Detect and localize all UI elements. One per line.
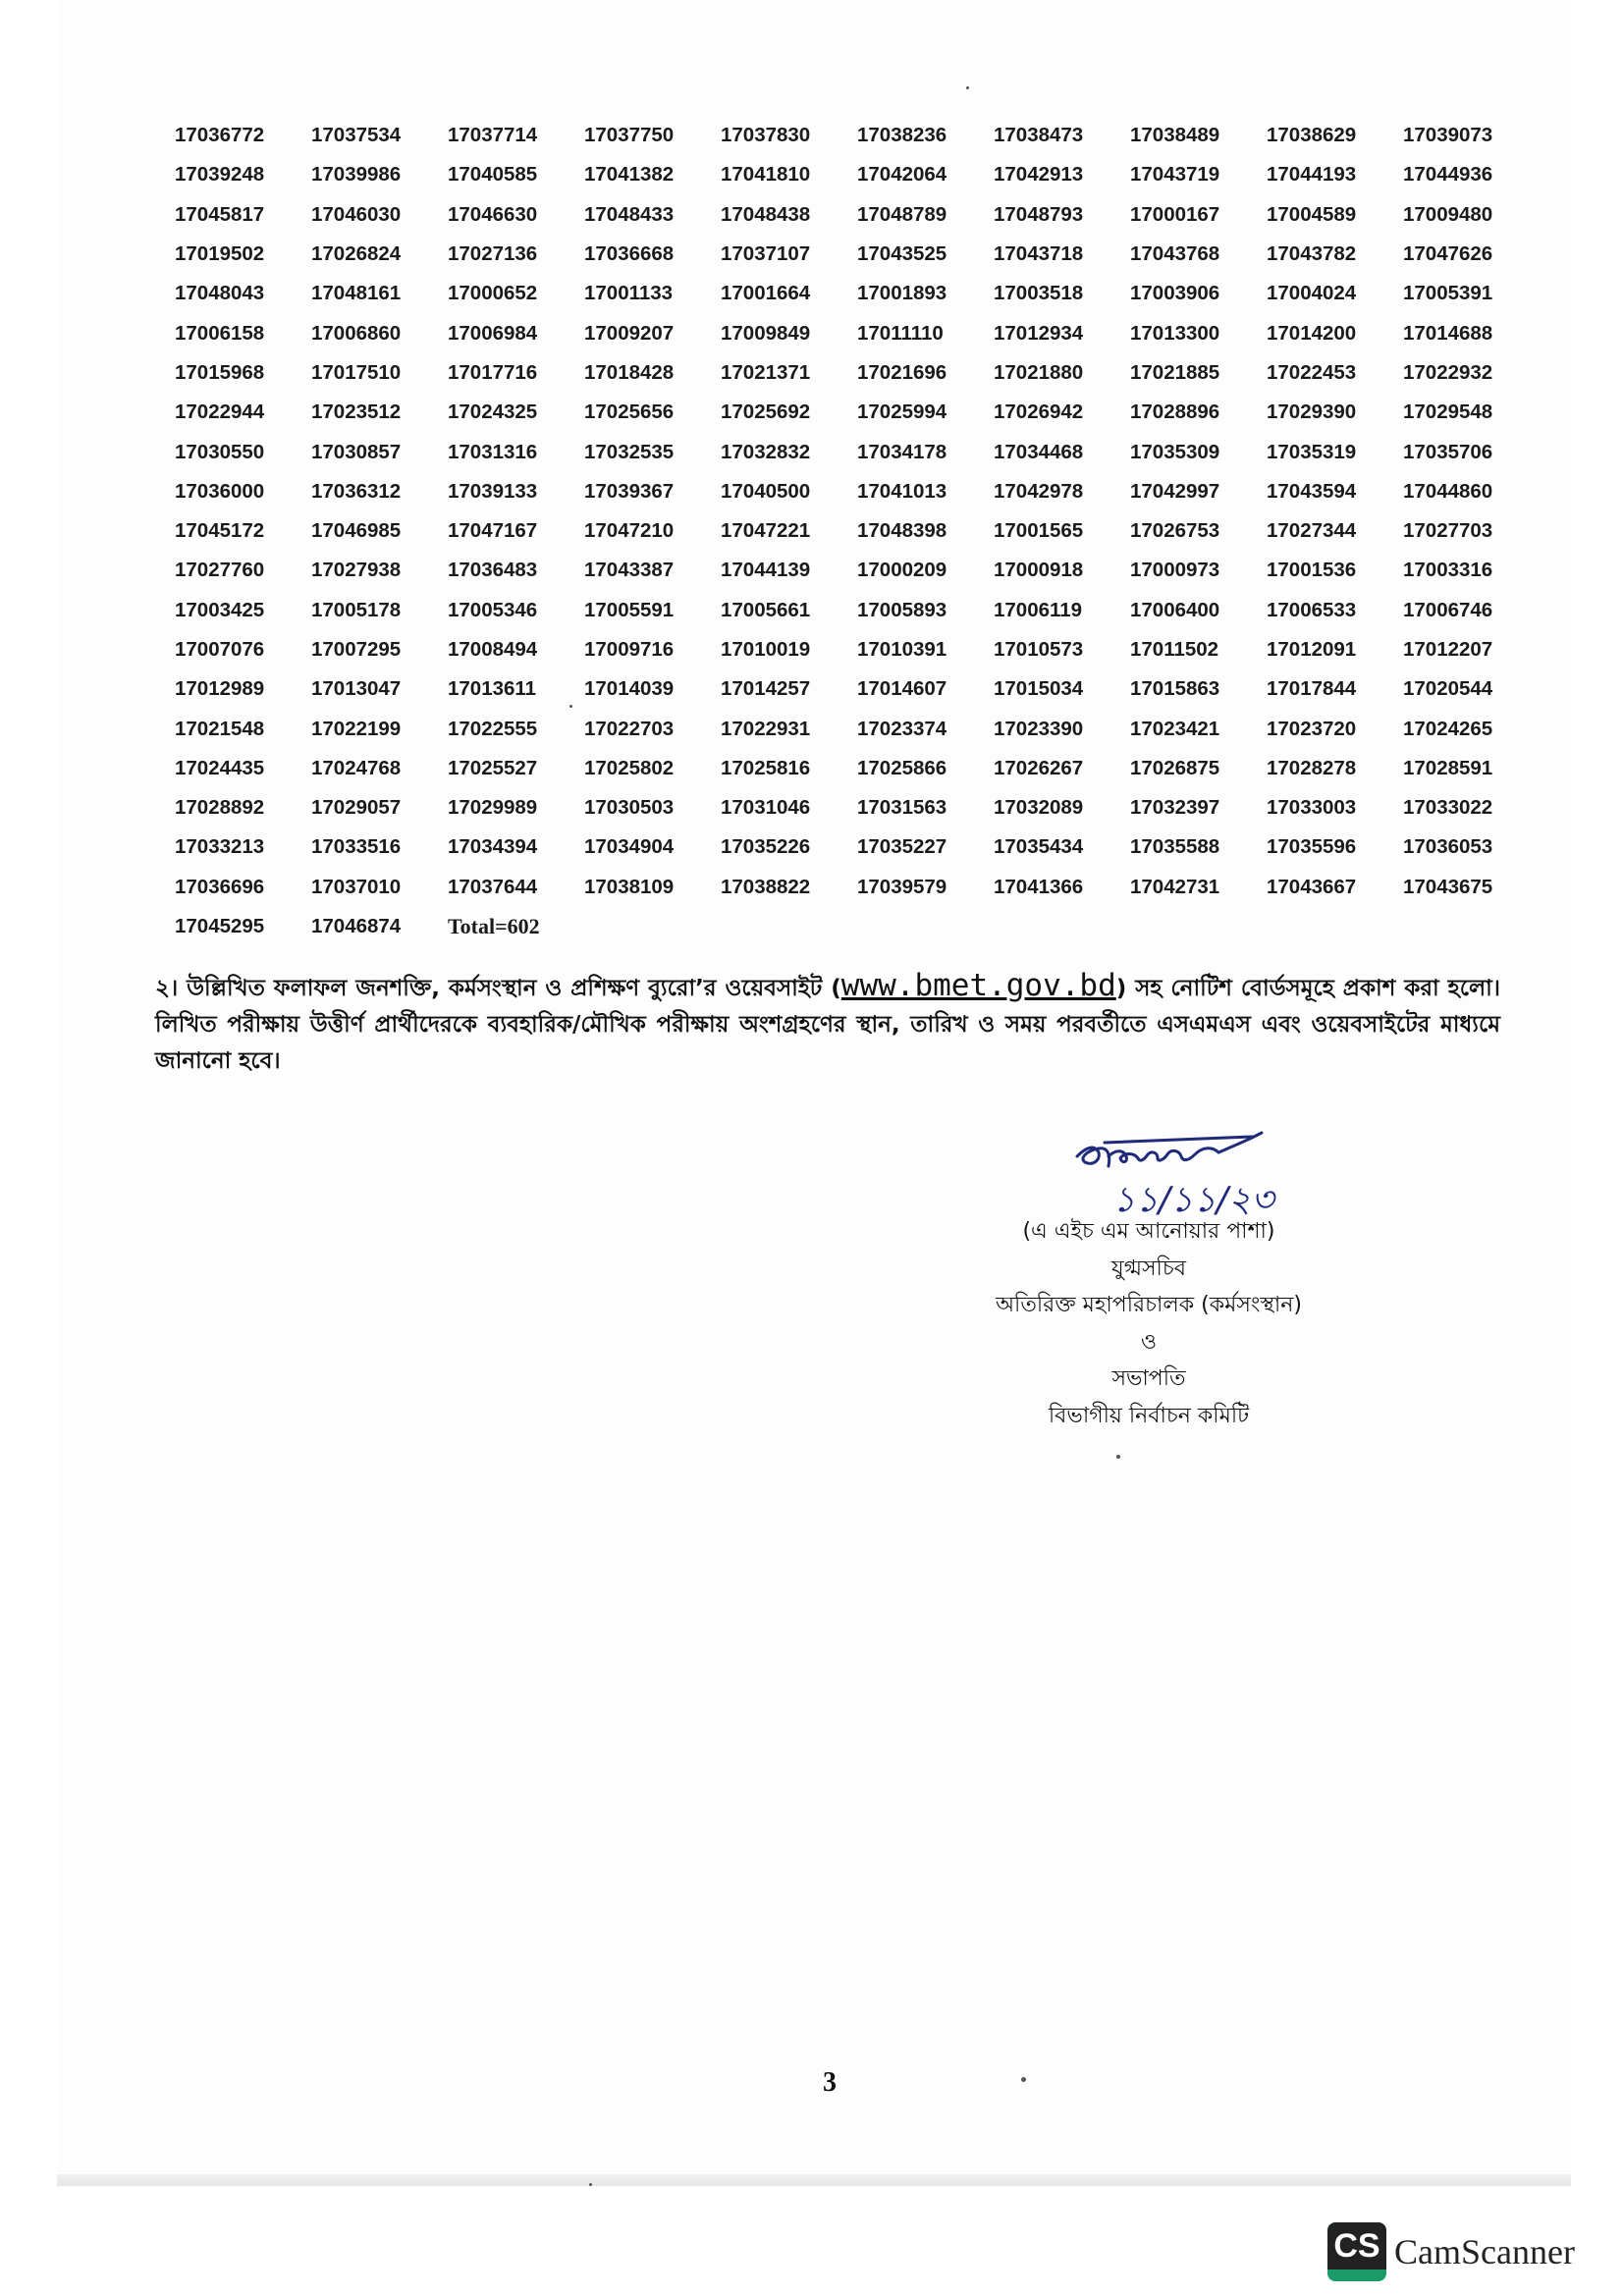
roll-number-cell: 17031563 <box>857 796 947 820</box>
roll-number-cell: 17027136 <box>448 242 538 266</box>
roll-number-cell: 17039986 <box>311 163 402 187</box>
roll-number-cell: 17043782 <box>1267 242 1357 266</box>
table-row <box>175 472 1540 511</box>
table-row <box>175 313 1540 352</box>
roll-number-cell: 17025692 <box>721 400 811 424</box>
roll-number-cell: 17037107 <box>721 242 811 266</box>
roll-number-cell: 17039579 <box>857 875 947 898</box>
roll-number-cell: 17038629 <box>1267 124 1357 147</box>
roll-number-cell: 17047167 <box>448 519 538 543</box>
roll-number-cell: 17012091 <box>1267 638 1357 661</box>
roll-number-cell: 17019502 <box>175 242 265 266</box>
roll-number-cell: 17028892 <box>175 796 265 820</box>
scan-speck <box>569 705 572 708</box>
signatory-committee: বিভাগীয় নির্বাচন কমিটি <box>1048 1403 1250 1428</box>
roll-number-cell: 17043667 <box>1267 875 1357 898</box>
roll-number-cell: 17021885 <box>1130 360 1220 384</box>
roll-number-cell: 17041013 <box>857 479 947 503</box>
roll-number-cell: 17027703 <box>1403 519 1493 543</box>
scan-speck <box>966 86 969 89</box>
roll-number-cell: 17017716 <box>448 360 538 384</box>
roll-number-cell: 17042064 <box>857 163 947 187</box>
roll-number-cell: 17000167 <box>1130 202 1220 226</box>
camscanner-logo-text: CS <box>1327 2222 1386 2269</box>
roll-number-cell: 17042731 <box>1130 875 1220 898</box>
roll-number-cell: 17014039 <box>584 677 675 701</box>
roll-number-cell: 17043525 <box>857 242 947 266</box>
roll-number-cell: 17023390 <box>994 717 1084 740</box>
roll-number-cell: 17045172 <box>175 519 265 543</box>
roll-number-cell: 17020544 <box>1403 677 1493 701</box>
roll-number-cell: 17037534 <box>311 124 402 147</box>
roll-number-cell: 17035227 <box>857 835 947 859</box>
roll-number-cell: 17040500 <box>721 479 811 503</box>
roll-number-cell: 17000209 <box>857 559 947 582</box>
notice-paragraph <box>155 968 1500 1080</box>
roll-number-cell: 17001133 <box>584 282 674 305</box>
roll-number-cell: 17046874 <box>311 915 402 938</box>
roll-number-cell: 17003425 <box>175 598 265 621</box>
roll-number-cell: 17006746 <box>1403 598 1493 621</box>
roll-number-cell: 17000652 <box>448 282 538 305</box>
roll-number-cell: 17044193 <box>1267 163 1357 187</box>
roll-number-cell: 17021371 <box>721 360 811 384</box>
camscanner-name: CamScanner <box>1394 2232 1575 2271</box>
roll-number-cell: 17036696 <box>175 875 265 898</box>
roll-number-cell: 17032832 <box>721 440 811 463</box>
roll-number-cell: 17046030 <box>311 202 402 226</box>
roll-number-cell: 17043675 <box>1403 875 1493 898</box>
roll-number-cell: 17005893 <box>857 598 947 621</box>
roll-number-cell: 17014200 <box>1267 321 1357 345</box>
table-row <box>175 828 1540 867</box>
roll-number-cell: 17047626 <box>1403 242 1493 266</box>
table-row <box>175 591 1540 630</box>
roll-number-cell: 17043719 <box>1130 163 1220 187</box>
roll-number-cell: 17029390 <box>1267 400 1357 424</box>
roll-number-cell: 17041810 <box>721 163 811 187</box>
roll-number-cell: 17028591 <box>1403 756 1493 779</box>
roll-number-cell: 17001664 <box>721 282 811 305</box>
roll-number-cell: 17047210 <box>584 519 675 543</box>
scan-speck <box>589 2183 592 2186</box>
roll-number-cell: 17038489 <box>1130 124 1220 147</box>
signatory-role: সভাপতি <box>1111 1366 1186 1391</box>
table-row <box>175 155 1540 194</box>
roll-number-cell: 17031316 <box>448 440 538 463</box>
roll-number-cell: 17039248 <box>175 163 265 187</box>
roll-number-cell: 17022932 <box>1403 360 1493 384</box>
roll-number-cell: 17038473 <box>994 124 1084 147</box>
table-row <box>175 195 1540 235</box>
roll-number-cell: 17032089 <box>994 796 1084 820</box>
roll-number-cell: 17034468 <box>994 440 1084 463</box>
camscanner-logo <box>1327 2222 1386 2281</box>
roll-number-cell: 17040585 <box>448 163 538 187</box>
roll-number-cell: 17023720 <box>1267 717 1357 740</box>
roll-number-cell: 17000973 <box>1130 559 1220 582</box>
roll-number-cell: 17021548 <box>175 717 265 740</box>
roll-number-cell: 17015034 <box>994 677 1084 701</box>
roll-number-cell: 17006119 <box>994 598 1083 621</box>
roll-number-cell: 17015863 <box>1130 677 1220 701</box>
roll-number-cell: 17048789 <box>857 202 947 226</box>
roll-number-cell: 17034904 <box>584 835 675 859</box>
roll-number-cell: 17037750 <box>584 124 675 147</box>
table-row <box>175 868 1540 907</box>
roll-number-cell: 17030503 <box>584 796 675 820</box>
roll-number-cell: 17008494 <box>448 638 538 661</box>
roll-number-cell: 17004024 <box>1267 282 1357 305</box>
roll-number-cell: 17039073 <box>1403 124 1493 147</box>
roll-number-cell: 17033213 <box>175 835 265 859</box>
roll-number-cell: 17014257 <box>721 677 811 701</box>
roll-number-cell: 17039367 <box>584 479 675 503</box>
roll-number-cell: 17035226 <box>721 835 811 859</box>
roll-number-cell: 17048398 <box>857 519 947 543</box>
signature-date: ১১/১১/২৩ <box>1112 1180 1274 1220</box>
signatory-name: (এ এইচ এম আনোয়ার পাশা) <box>1022 1219 1275 1244</box>
roll-number-cell: 17014607 <box>857 677 947 701</box>
roll-number-cell: 17006533 <box>1267 598 1357 621</box>
roll-number-cell: 17044936 <box>1403 163 1493 187</box>
roll-number-cell: 17024768 <box>311 756 402 779</box>
roll-number-cell: 17003906 <box>1130 282 1220 305</box>
notice-text-start: ২। উল্লিখিত ফলাফল জনশক্তি, কর্মসংস্থান ও প্রশিক্ষণ ব্যুরো’র ওয়েবসাইট ( <box>155 976 841 1001</box>
roll-number-cell: 17036000 <box>175 479 265 503</box>
roll-number-cell: 17029989 <box>448 796 538 820</box>
signatory-conjunction: ও <box>1140 1329 1158 1355</box>
signature-block <box>943 1213 1355 1434</box>
roll-number-cell: 17006860 <box>311 321 402 345</box>
roll-number-cell: 17005391 <box>1403 282 1493 305</box>
signatory-office: অতিরিক্ত মহাপরিচালক (কর্মসংস্থান) <box>996 1293 1302 1317</box>
roll-number-cell: 17038822 <box>721 875 811 898</box>
roll-number-cell: 17010573 <box>994 638 1084 661</box>
roll-number-cell: 17015968 <box>175 360 265 384</box>
roll-number-cell: 17048793 <box>994 202 1084 226</box>
roll-number-cell: 17023374 <box>857 717 947 740</box>
roll-number-cell: 17034394 <box>448 835 538 859</box>
roll-number-cell: 17044860 <box>1403 479 1493 503</box>
roll-number-cell: 17036483 <box>448 559 538 582</box>
roll-number-cell: 17007295 <box>311 638 402 661</box>
roll-number-cell: 17036053 <box>1403 835 1493 859</box>
roll-number-cell: 17021696 <box>857 360 947 384</box>
roll-number-cell: 17013300 <box>1130 321 1220 345</box>
roll-number-cell: 17028278 <box>1267 756 1357 779</box>
roll-number-cell: 17009207 <box>584 321 675 345</box>
roll-number-cell: 17039133 <box>448 479 538 503</box>
roll-number-cell: 17026824 <box>311 242 402 266</box>
roll-number-cell: 17025866 <box>857 756 947 779</box>
roll-number-cell: 17026753 <box>1130 519 1220 543</box>
roll-number-cell: 17005661 <box>721 598 811 621</box>
roll-number-cell: 17025994 <box>857 400 947 424</box>
table-row <box>175 907 1540 946</box>
roll-number-cell: 17032535 <box>584 440 675 463</box>
table-row <box>175 353 1540 393</box>
roll-number-cell: 17013047 <box>311 677 402 701</box>
roll-number-cell: 17005346 <box>448 598 538 621</box>
roll-number-cell: 17029057 <box>311 796 402 820</box>
roll-number-cell: 17009480 <box>1403 202 1493 226</box>
scan-speck <box>1021 2077 1026 2082</box>
page-bottom-edge <box>57 2174 1571 2186</box>
roll-number-cell: 17025802 <box>584 756 675 779</box>
roll-number-cell: 17045817 <box>175 202 265 226</box>
roll-number-cell: 17037830 <box>721 124 811 147</box>
table-row <box>175 709 1540 748</box>
roll-number-cell: 17031046 <box>721 796 811 820</box>
roll-number-cell: 17036312 <box>311 479 402 503</box>
roll-number-cell: 17041366 <box>994 875 1084 898</box>
roll-number-cell: 17047221 <box>721 519 811 543</box>
roll-number-cell: 17017510 <box>311 360 402 384</box>
roll-number-cell: 17035596 <box>1267 835 1357 859</box>
roll-number-cell: 17043718 <box>994 242 1084 266</box>
roll-number-cell: 17046985 <box>311 519 402 543</box>
roll-number-cell: 17048433 <box>584 202 675 226</box>
roll-number-cell: 17026267 <box>994 756 1084 779</box>
roll-number-cell: 17033003 <box>1267 796 1357 820</box>
roll-number-cell: 17037644 <box>448 875 538 898</box>
roll-number-cell: 17030857 <box>311 440 402 463</box>
roll-number-cell: 17005178 <box>311 598 402 621</box>
roll-number-cell: 17025816 <box>721 756 811 779</box>
roll-number-cell: 17021880 <box>994 360 1084 384</box>
roll-number-cell: 17044139 <box>721 559 811 582</box>
roll-number-cell: 17045295 <box>175 915 265 938</box>
roll-number-cell: 17034178 <box>857 440 947 463</box>
roll-number-cell: 17022555 <box>448 717 538 740</box>
roll-number-cell: 17023512 <box>311 400 402 424</box>
roll-number-cell: 17022944 <box>175 400 265 424</box>
roll-number-cell: 17046630 <box>448 202 538 226</box>
roll-number-cell: 17007076 <box>175 638 265 661</box>
roll-number-cell: 17012934 <box>994 321 1084 345</box>
table-row <box>175 788 1540 828</box>
roll-number-cell: 17042978 <box>994 479 1084 503</box>
roll-number-cell: 17027344 <box>1267 519 1357 543</box>
table-row <box>175 116 1540 155</box>
roll-number-cell: 17035706 <box>1403 440 1493 463</box>
roll-number-cell: 17035319 <box>1267 440 1357 463</box>
roll-number-cell: 17033516 <box>311 835 402 859</box>
roll-number-cell: 17041382 <box>584 163 675 187</box>
roll-number-cell: 17048043 <box>175 282 265 305</box>
roll-number-table <box>175 116 1540 946</box>
roll-number-cell: 17024435 <box>175 756 265 779</box>
roll-number-cell: 17048161 <box>311 282 402 305</box>
roll-number-cell: 17032397 <box>1130 796 1220 820</box>
roll-number-cell: 17012207 <box>1403 638 1493 661</box>
roll-number-cell: 17026942 <box>994 400 1084 424</box>
roll-number-cell: 17025656 <box>584 400 675 424</box>
roll-number-cell: 17022453 <box>1267 360 1357 384</box>
roll-number-cell: 17028896 <box>1130 400 1220 424</box>
roll-number-cell: 17006984 <box>448 321 538 345</box>
roll-number-cell: 17027938 <box>311 559 402 582</box>
roll-number-cell: 17027760 <box>175 559 265 582</box>
table-row <box>175 551 1540 590</box>
signatory-designation: যুগ্মসচিব <box>1111 1255 1186 1281</box>
table-row <box>175 749 1540 788</box>
roll-number-cell: 17022199 <box>311 717 402 740</box>
roll-number-cell: 17005591 <box>584 598 675 621</box>
roll-number-cell: 17036668 <box>584 242 675 266</box>
notice-text-end: ) সহ নোটিশ বোর্ডসমূহে প্রকাশ করা হলো। লিখিত পরীক্ষায় উত্তীর্ণ প্রার্থীদেরকে ব্যবহারিক/মৌখিক পরীক্ষায় অংশগ্রহণের স্থান, তারিখ ও সময় পরবর্তীতে এসএমএস এবং ওয়েবসাইটের মাধ্যমে জানানো হবে। <box>155 976 1500 1074</box>
roll-number-cell: 17006400 <box>1130 598 1220 621</box>
roll-number-cell: 17000918 <box>994 559 1084 582</box>
website-link[interactable]: www.bmet.gov.bd <box>840 968 1116 1003</box>
camscanner-watermark <box>1327 2222 1575 2281</box>
roll-number-cell: 17043387 <box>584 559 675 582</box>
roll-number-cell: 17026875 <box>1130 756 1220 779</box>
roll-number-cell: 17024325 <box>448 400 538 424</box>
roll-number-cell: 17036772 <box>175 124 265 147</box>
roll-number-cell: 17010019 <box>721 638 811 661</box>
roll-number-cell: 17043594 <box>1267 479 1357 503</box>
table-row <box>175 432 1540 471</box>
roll-number-cell: 17010391 <box>857 638 947 661</box>
roll-number-cell: 17013611 <box>448 677 537 701</box>
roll-number-cell: 17025527 <box>448 756 538 779</box>
roll-number-cell: 17037010 <box>311 875 402 898</box>
roll-number-cell: 17042997 <box>1130 479 1220 503</box>
roll-number-cell: 17038109 <box>584 875 675 898</box>
roll-number-cell: 17011502 <box>1130 638 1219 661</box>
roll-number-cell: 17009716 <box>584 638 675 661</box>
table-row <box>175 235 1540 274</box>
roll-number-cell: 17038236 <box>857 124 947 147</box>
table-row <box>175 274 1540 313</box>
roll-number-cell: 17012989 <box>175 677 265 701</box>
roll-number-cell: 17018428 <box>584 360 675 384</box>
roll-number-cell: 17014688 <box>1403 321 1493 345</box>
roll-number-cell: 17011110 <box>857 321 944 345</box>
roll-number-cell: 17001536 <box>1267 559 1357 582</box>
roll-number-cell: 17001893 <box>857 282 947 305</box>
page-number: 3 <box>823 2067 837 2098</box>
roll-number-cell: 17042913 <box>994 163 1084 187</box>
scan-speck <box>1116 1455 1120 1459</box>
table-row <box>175 630 1540 669</box>
roll-number-cell: 17029548 <box>1403 400 1493 424</box>
roll-number-cell: 17035309 <box>1130 440 1220 463</box>
table-row <box>175 669 1540 709</box>
roll-number-cell: 17022703 <box>584 717 675 740</box>
roll-number-cell: 17009849 <box>721 321 811 345</box>
roll-number-cell: 17001565 <box>994 519 1084 543</box>
roll-number-cell: 17003316 <box>1403 559 1493 582</box>
table-row <box>175 511 1540 551</box>
roll-number-cell: 17006158 <box>175 321 265 345</box>
roll-number-cell: 17048438 <box>721 202 811 226</box>
roll-number-cell: 17035588 <box>1130 835 1220 859</box>
roll-number-cell: 17035434 <box>994 835 1084 859</box>
roll-number-cell: 17003518 <box>994 282 1084 305</box>
roll-number-cell: 17024265 <box>1403 717 1493 740</box>
roll-number-cell: 17017844 <box>1267 677 1357 701</box>
total-count: Total=602 <box>448 914 540 939</box>
table-row <box>175 393 1540 432</box>
roll-number-cell: 17033022 <box>1403 796 1493 820</box>
roll-number-cell: 17023421 <box>1130 717 1220 740</box>
roll-number-cell: 17004589 <box>1267 202 1357 226</box>
roll-number-cell: 17037714 <box>448 124 538 147</box>
roll-number-cell: 17030550 <box>175 440 265 463</box>
roll-number-cell: 17043768 <box>1130 242 1220 266</box>
roll-number-cell: 17022931 <box>721 717 811 740</box>
